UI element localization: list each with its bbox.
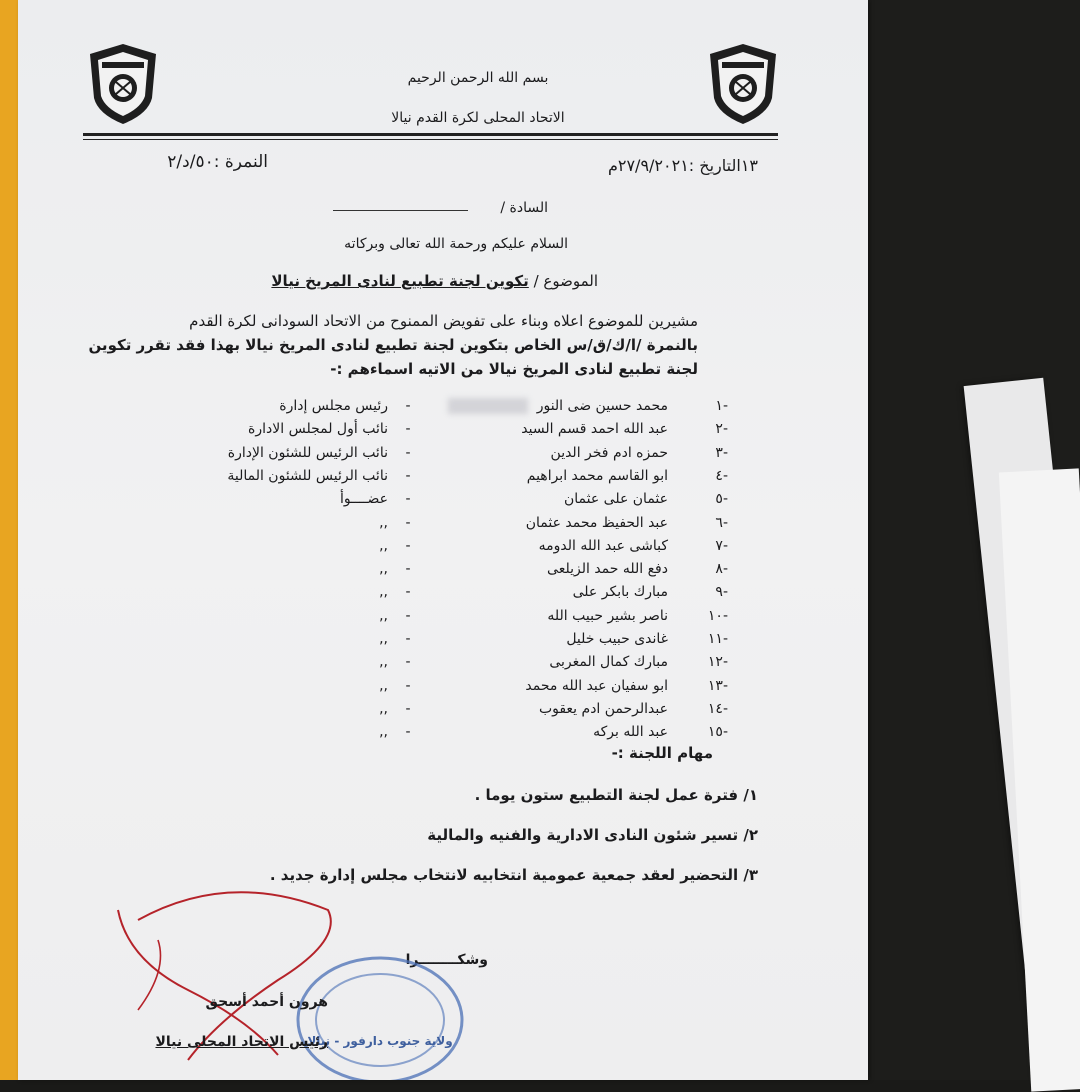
member-dash: - [405, 398, 411, 414]
member-row [18, 584, 868, 606]
member-row [18, 678, 868, 700]
member-row [18, 398, 868, 420]
member-number: -١٣ [707, 677, 728, 694]
member-name: مبارك بابكر على [572, 584, 668, 601]
club-logo-icon [88, 42, 158, 126]
member-name: محمد حسين ضى النور [536, 398, 668, 414]
addressee-label: السادة / [500, 200, 548, 216]
task-item: ٢/ تسير شئون النادى الادارية والفنيه والمالية [427, 826, 758, 844]
member-dash: - [405, 444, 411, 461]
member-role: نائب أول لمجلس الادارة [248, 421, 388, 438]
member-number: -٢ [715, 421, 728, 438]
member-row [18, 561, 868, 583]
member-number: -١٤ [707, 700, 728, 717]
member-dash: - [405, 537, 411, 554]
member-row [18, 445, 868, 467]
organization-name: الاتحاد المحلى لكرة القدم نيالا [391, 110, 565, 126]
member-name: عبدالرحمن ادم يعقوب [538, 700, 668, 717]
member-number: -٤ [715, 467, 728, 484]
task-item: ٣/ التحضير لعقد جمعية عمومية انتخابيه لانتخاب مجلس إدارة جديد . [269, 866, 758, 884]
member-role: ,, [379, 537, 388, 554]
member-number: -٧ [715, 537, 728, 554]
official-stamp [290, 945, 470, 1080]
member-name: عثمان على عثمان [564, 491, 668, 508]
member-name: كباشى عبد الله الدومه [538, 537, 668, 554]
member-number: -٩ [715, 584, 728, 601]
member-row [18, 421, 868, 443]
tasks-heading: مهام اللجنة :- [611, 744, 713, 762]
letter-page [18, 0, 868, 1080]
body-line: مشيرين للموضوع اعلاه وبناء على تفويض الممنوح من الاتحاد السودانى لكرة القدم [189, 312, 698, 330]
member-number: -٦ [715, 514, 728, 531]
member-role: ,, [379, 607, 388, 624]
body-line: لجنة تطبيع لنادى المريخ نيالا من الاتيه اسماءهم :- [330, 360, 698, 378]
member-row [18, 724, 868, 746]
letter-date: ١٣التاريخ :٢٧/٩/٢٠٢١م [607, 156, 758, 175]
signer-title: رئيس الاتحاد المحلى نيالا [155, 1034, 328, 1050]
member-dash: - [405, 700, 411, 717]
member-role: نائب الرئيس للشئون المالية [227, 467, 388, 484]
body-line: بالنمرة /ا/ك/ق/س الخاص بتكوين لجنة تطبيع لنادى المريخ نيالا بهذا فقد تقرر تكوين [88, 336, 698, 354]
member-name: عبد الحفيظ محمد عثمان [525, 514, 668, 531]
member-row [18, 654, 868, 676]
member-number: -١١ [707, 631, 728, 647]
member-name: ناصر بشير حبيب الله [547, 607, 668, 624]
member-name: غاندى حبيب خليل [566, 631, 668, 647]
member-role: ,, [379, 584, 388, 601]
member-dash: - [405, 724, 411, 741]
member-number: -٥ [715, 491, 728, 508]
member-number: -١٠ [707, 607, 728, 624]
member-dash: - [405, 677, 411, 694]
header-divider [83, 133, 778, 136]
member-dash: - [405, 631, 411, 647]
member-name: ابو القاسم محمد ابراهيم [526, 467, 668, 484]
member-name: ابو سفيان عبد الله محمد [525, 677, 668, 694]
member-row [18, 701, 868, 723]
subject-line [268, 272, 598, 290]
subject-text: تكوين لجنة تطبيع لنادى المريخ نيالا [271, 272, 529, 290]
addressee-blank-line [333, 210, 468, 211]
signer-name: هرون أحمد أسحق [205, 994, 328, 1010]
member-number: -١٥ [707, 724, 728, 741]
reference-number: النمرة :٥٠/د/٢ [167, 152, 268, 172]
member-dash: - [405, 421, 411, 438]
member-role: ,, [379, 631, 388, 647]
member-role: ,, [379, 724, 388, 741]
member-dash: - [405, 561, 411, 578]
member-row [18, 538, 868, 560]
closing-thanks: وشكــــــــرا [405, 952, 488, 968]
member-dash: - [405, 491, 411, 508]
member-row [18, 468, 868, 490]
task-item: ١/ فترة عمل لجنة التطبيع ستون يوما . [474, 786, 758, 804]
member-number: -٨ [715, 561, 728, 578]
member-dash: - [405, 607, 411, 624]
member-role: ,, [379, 561, 388, 578]
member-row [18, 608, 868, 630]
member-role: نائب الرئيس للشئون الإدارة [227, 444, 388, 461]
member-number: -٣ [715, 444, 728, 461]
member-role: رئيس مجلس إدارة [279, 398, 388, 414]
member-dash: - [405, 584, 411, 601]
member-name: دفع الله حمد الزيلعى [547, 561, 668, 578]
member-role: عضــــوأ [339, 491, 388, 508]
member-row [18, 491, 868, 513]
subject-label: الموضوع / [533, 272, 598, 290]
header-divider [83, 139, 778, 140]
member-dash: - [405, 654, 411, 671]
member-name: عبد الله احمد قسم السيد [521, 421, 668, 438]
member-name: حمزه ادم فخر الدين [550, 444, 668, 461]
greeting: السلام عليكم ورحمة الله تعالى وبركاته [344, 236, 568, 252]
member-row [18, 631, 868, 653]
member-role: ,, [379, 677, 388, 694]
member-number: -١٢ [707, 654, 728, 671]
member-dash: - [405, 514, 411, 531]
member-name: عبد الله بركه [593, 724, 668, 741]
stamp-text: ولاية جنوب دارفور - نيالا [307, 1034, 453, 1048]
club-logo-icon [708, 42, 778, 126]
member-role: ,, [379, 514, 388, 531]
member-name: مبارك كمال المغربى [549, 654, 668, 671]
member-row [18, 515, 868, 537]
member-role: ,, [379, 700, 388, 717]
basmala: بسم الله الرحمن الرحيم [407, 70, 549, 86]
member-dash: - [405, 467, 411, 484]
member-role: ,, [379, 654, 388, 671]
member-number: -١ [715, 398, 728, 414]
